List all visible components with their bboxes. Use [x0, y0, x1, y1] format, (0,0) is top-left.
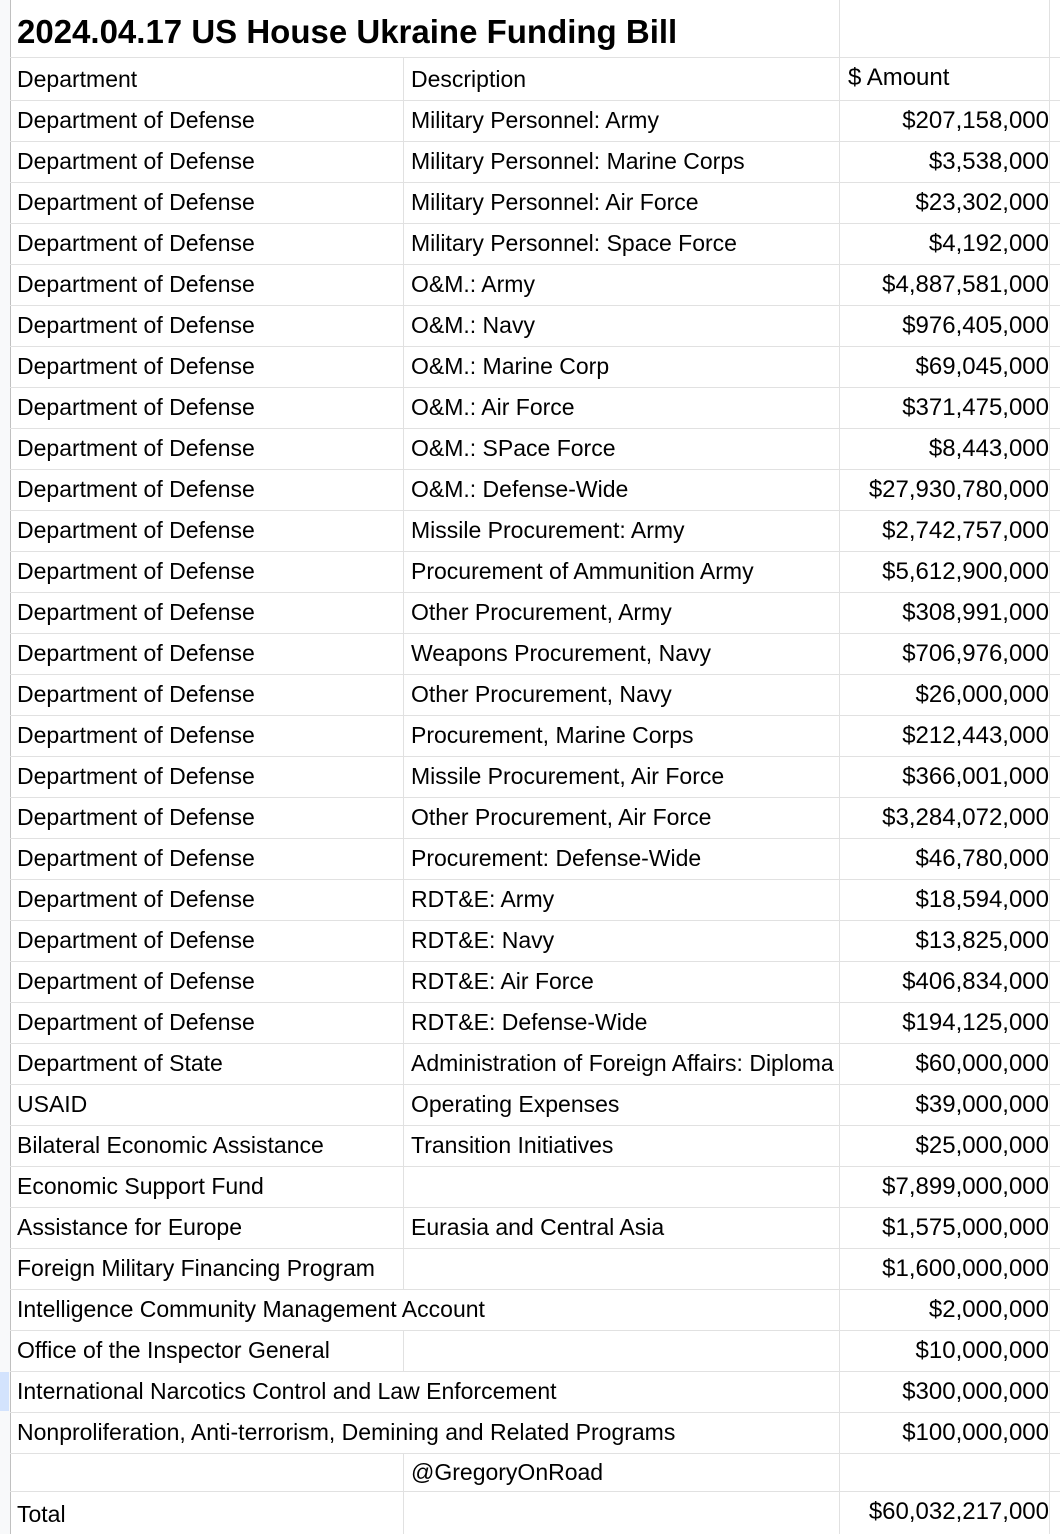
department-cell[interactable]: Department of Defense: [10, 1003, 404, 1043]
amount-cell[interactable]: $2,000,000: [928, 1296, 1049, 1323]
description-cell[interactable]: Other Procurement, Army: [404, 593, 840, 633]
description-cell[interactable]: Military Personnel: Space Force: [404, 224, 840, 264]
description-cell[interactable]: O&M.: SPace Force: [404, 429, 840, 469]
credit-amount-cell[interactable]: [840, 1454, 1049, 1491]
description-cell[interactable]: Other Procurement, Navy: [404, 675, 840, 715]
amount-cell[interactable]: $3,284,072,000: [882, 804, 1049, 831]
department-cell[interactable]: USAID: [10, 1085, 404, 1125]
department-cell[interactable]: Intelligence Community Management Account: [10, 1290, 840, 1330]
department-cell[interactable]: Assistance for Europe: [10, 1208, 404, 1248]
department-cell[interactable]: Department of Defense: [10, 388, 404, 428]
amount-cell[interactable]: $5,612,900,000: [882, 558, 1049, 585]
amount-cell[interactable]: $7,899,000,000: [882, 1173, 1049, 1200]
title-cell[interactable]: [10, 0, 840, 57]
department-cell[interactable]: Foreign Military Financing Program: [10, 1249, 404, 1289]
description-cell[interactable]: Missile Procurement, Air Force: [404, 757, 840, 797]
description-cell[interactable]: O&M.: Army: [404, 265, 840, 305]
table-row: [10, 306, 1060, 347]
department-cell[interactable]: Department of State: [10, 1044, 404, 1084]
department-cell[interactable]: Department of Defense: [10, 552, 404, 592]
department-cell[interactable]: Department of Defense: [10, 347, 404, 387]
sheet-title: 2024.04.17 US House Ukraine Funding Bill: [17, 13, 678, 50]
header-amount[interactable]: $ Amount: [848, 64, 950, 91]
table-row: [10, 1372, 1060, 1413]
amount-cell[interactable]: $4,887,581,000: [882, 271, 1049, 298]
table-row: [10, 142, 1060, 183]
table-row: [10, 1208, 1060, 1249]
amount-cell[interactable]: $976,405,000: [902, 312, 1049, 339]
title-row: [10, 0, 1060, 58]
department-cell[interactable]: Department of Defense: [10, 880, 404, 920]
amount-cell[interactable]: $8,443,000: [928, 435, 1049, 462]
description-cell[interactable]: Procurement of Ammunition Army: [404, 552, 840, 592]
description-cell[interactable]: O&M.: Navy: [404, 306, 840, 346]
description-cell[interactable]: Missile Procurement: Army: [404, 511, 840, 551]
department-cell[interactable]: Nonproliferation, Anti-terrorism, Demining and Related Programs: [10, 1413, 840, 1453]
total-row: [10, 1492, 1060, 1534]
amount-cell[interactable]: $194,125,000: [902, 1009, 1049, 1036]
credit-row: [10, 1454, 1060, 1492]
amount-cell[interactable]: $10,000,000: [915, 1337, 1049, 1364]
amount-cell[interactable]: $23,302,000: [915, 189, 1049, 216]
amount-cell[interactable]: $371,475,000: [902, 394, 1049, 421]
credit-handle: @GregoryOnRoad: [411, 1459, 604, 1485]
description-cell[interactable]: Military Personnel: Marine Corps: [404, 142, 840, 182]
description-cell[interactable]: O&M.: Air Force: [404, 388, 840, 428]
description-cell[interactable]: RDT&E: Air Force: [404, 962, 840, 1002]
amount-cell[interactable]: $2,742,757,000: [882, 517, 1049, 544]
department-cell[interactable]: Department of Defense: [10, 962, 404, 1002]
amount-cell[interactable]: $212,443,000: [902, 722, 1049, 749]
table-row: [10, 1085, 1060, 1126]
description-cell[interactable]: Procurement, Marine Corps: [404, 716, 840, 756]
department-cell[interactable]: Department of Defense: [10, 839, 404, 879]
department-cell[interactable]: Office of the Inspector General: [10, 1331, 404, 1371]
table-row: [10, 183, 1060, 224]
amount-cell[interactable]: $46,780,000: [915, 845, 1049, 872]
amount-cell[interactable]: $4,192,000: [928, 230, 1049, 257]
amount-cell[interactable]: $60,000,000: [915, 1050, 1049, 1077]
credit-cell[interactable]: [404, 1454, 840, 1491]
description-cell[interactable]: Military Personnel: Army: [404, 101, 840, 141]
table-row: [10, 1290, 1060, 1331]
amount-cell[interactable]: $207,158,000: [902, 107, 1049, 134]
description-cell[interactable]: [404, 1249, 840, 1289]
amount-cell[interactable]: $3,538,000: [928, 148, 1049, 175]
amount-cell[interactable]: $100,000,000: [902, 1419, 1049, 1446]
description-cell[interactable]: RDT&E: Navy: [404, 921, 840, 961]
amount-cell[interactable]: $300,000,000: [902, 1378, 1049, 1405]
table-row: [10, 675, 1060, 716]
department-cell[interactable]: Department of Defense: [10, 183, 404, 223]
total-description-cell[interactable]: [404, 1492, 840, 1534]
description-cell[interactable]: RDT&E: Army: [404, 880, 840, 920]
table-row: [10, 1044, 1060, 1085]
table-row: [10, 224, 1060, 265]
amount-cell[interactable]: $27,930,780,000: [868, 476, 1049, 503]
amount-cell[interactable]: $308,991,000: [902, 599, 1049, 626]
table-row: [10, 716, 1060, 757]
amount-cell[interactable]: $1,600,000,000: [882, 1255, 1049, 1282]
amount-cell[interactable]: $1,575,000,000: [882, 1214, 1049, 1241]
department-cell[interactable]: Department of Defense: [10, 798, 404, 838]
total-label-cell[interactable]: Total: [10, 1492, 404, 1534]
amount-cell[interactable]: $706,976,000: [902, 640, 1049, 667]
description-cell[interactable]: Military Personnel: Air Force: [404, 183, 840, 223]
table-row: [10, 511, 1060, 552]
amount-cell[interactable]: $26,000,000: [915, 681, 1049, 708]
amount-cell[interactable]: $39,000,000: [915, 1091, 1049, 1118]
amount-cell[interactable]: $69,045,000: [915, 353, 1049, 380]
department-cell[interactable]: Department of Defense: [10, 470, 404, 510]
department-cell[interactable]: Department of Defense: [10, 675, 404, 715]
department-cell[interactable]: Department of Defense: [10, 634, 404, 674]
department-cell[interactable]: Department of Defense: [10, 511, 404, 551]
table-row: [10, 962, 1060, 1003]
total-amount-cell[interactable]: $60,032,217,000: [868, 1498, 1049, 1525]
table-row: [10, 265, 1060, 306]
department-cell[interactable]: Department of Defense: [10, 921, 404, 961]
department-cell[interactable]: Department of Defense: [10, 142, 404, 182]
department-cell[interactable]: Department of Defense: [10, 101, 404, 141]
table-row: [10, 1126, 1060, 1167]
credit-empty-cell[interactable]: [10, 1454, 404, 1491]
description-cell[interactable]: Eurasia and Central Asia: [404, 1208, 840, 1248]
title-amount-cell[interactable]: [840, 0, 1049, 57]
table-row: [10, 1003, 1060, 1044]
department-cell[interactable]: Department of Defense: [10, 306, 404, 346]
selected-row-marker: [0, 1372, 9, 1411]
description-cell[interactable]: O&M.: Marine Corp: [404, 347, 840, 387]
description-cell[interactable]: [404, 1331, 840, 1371]
table-row: [10, 1413, 1060, 1454]
table-row: [10, 347, 1060, 388]
table-row: [10, 1249, 1060, 1290]
description-cell[interactable]: Procurement: Defense-Wide: [404, 839, 840, 879]
description-cell[interactable]: Administration of Foreign Affairs: Diploma: [404, 1044, 840, 1084]
description-cell[interactable]: O&M.: Defense-Wide: [404, 470, 840, 510]
description-cell[interactable]: Other Procurement, Air Force: [404, 798, 840, 838]
table-row: [10, 1167, 1060, 1208]
table-row: [10, 101, 1060, 142]
department-cell[interactable]: Department of Defense: [10, 716, 404, 756]
header-department[interactable]: Department: [10, 58, 404, 100]
department-cell[interactable]: Department of Defense: [10, 593, 404, 633]
amount-cell[interactable]: $406,834,000: [902, 968, 1049, 995]
table-row: [10, 552, 1060, 593]
table-row: [10, 429, 1060, 470]
table-row: [10, 593, 1060, 634]
description-cell[interactable]: [404, 1167, 840, 1207]
amount-cell[interactable]: $25,000,000: [915, 1132, 1049, 1159]
table-row: [10, 757, 1060, 798]
table-row: [10, 388, 1060, 429]
table-row: [10, 470, 1060, 511]
header-description[interactable]: Description: [404, 58, 840, 100]
table-row: [10, 798, 1060, 839]
table-row: [10, 880, 1060, 921]
description-cell[interactable]: Operating Expenses: [404, 1085, 840, 1125]
department-cell[interactable]: Department of Defense: [10, 429, 404, 469]
amount-cell[interactable]: $13,825,000: [915, 927, 1049, 954]
amount-cell[interactable]: $18,594,000: [915, 886, 1049, 913]
department-cell[interactable]: Department of Defense: [10, 757, 404, 797]
header-row: [10, 58, 1060, 101]
table-row: [10, 921, 1060, 962]
table-row: [10, 634, 1060, 675]
department-cell[interactable]: International Narcotics Control and Law Enforcement: [10, 1372, 840, 1412]
department-cell[interactable]: Economic Support Fund: [10, 1167, 404, 1207]
description-cell[interactable]: RDT&E: Defense-Wide: [404, 1003, 840, 1043]
department-cell[interactable]: Bilateral Economic Assistance: [10, 1126, 404, 1166]
description-cell[interactable]: Weapons Procurement, Navy: [404, 634, 840, 674]
table-row: [10, 839, 1060, 880]
amount-cell[interactable]: $366,001,000: [902, 763, 1049, 790]
table-row: [10, 1331, 1060, 1372]
department-cell[interactable]: Department of Defense: [10, 224, 404, 264]
description-cell[interactable]: Transition Initiatives: [404, 1126, 840, 1166]
department-cell[interactable]: Department of Defense: [10, 265, 404, 305]
